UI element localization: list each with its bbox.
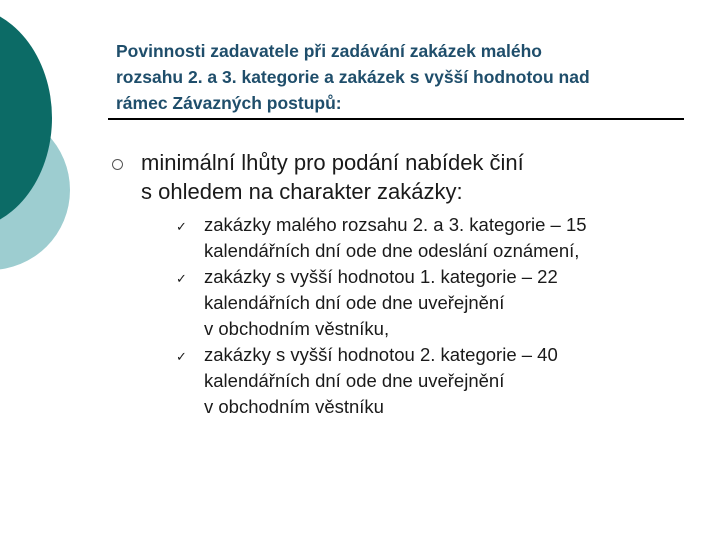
main-bullet: [112, 148, 672, 206]
main-bullet-line-2: s ohledem na charakter zakázky:: [141, 179, 463, 204]
title-divider: [108, 118, 684, 120]
title-line-3: rámec Závazných postupů:: [116, 93, 342, 113]
title-line-1: Povinnosti zadavatele při zadávání zakázek malého: [116, 41, 542, 61]
checkmark-icon: ✓: [176, 271, 187, 286]
decorative-circles: [0, 0, 120, 300]
slide-title: [116, 38, 686, 116]
sub-bullet-text: zakázky s vyšší hodnotou 1. kategorie – 22 kalendářních dní ode dne uveřejnění v obchodním věstníku,: [204, 266, 558, 339]
sub-bullet-item: [176, 264, 676, 342]
sub-bullet-text: zakázky malého rozsahu 2. a 3. kategorie – 15 kalendářních dní ode dne odeslání oznámení,: [204, 214, 587, 261]
checkmark-icon: ✓: [176, 349, 187, 364]
sub-bullet-item: [176, 212, 676, 264]
main-bullet-text: [141, 148, 641, 206]
sub-bullet-list: [176, 212, 676, 420]
sub-bullet-text: zakázky s vyšší hodnotou 2. kategorie – 40 kalendářních dní ode dne uveřejnění v obchodním věstníku: [204, 344, 558, 417]
checkmark-icon: ✓: [176, 219, 187, 234]
title-line-2: rozsahu 2. a 3. kategorie a zakázek s vyšší hodnotou nad: [116, 67, 590, 87]
sub-bullet-item: [176, 342, 676, 420]
main-bullet-line-1: minimální lhůty pro podání nabídek činí: [141, 150, 524, 175]
ring-bullet-icon: [112, 159, 123, 170]
